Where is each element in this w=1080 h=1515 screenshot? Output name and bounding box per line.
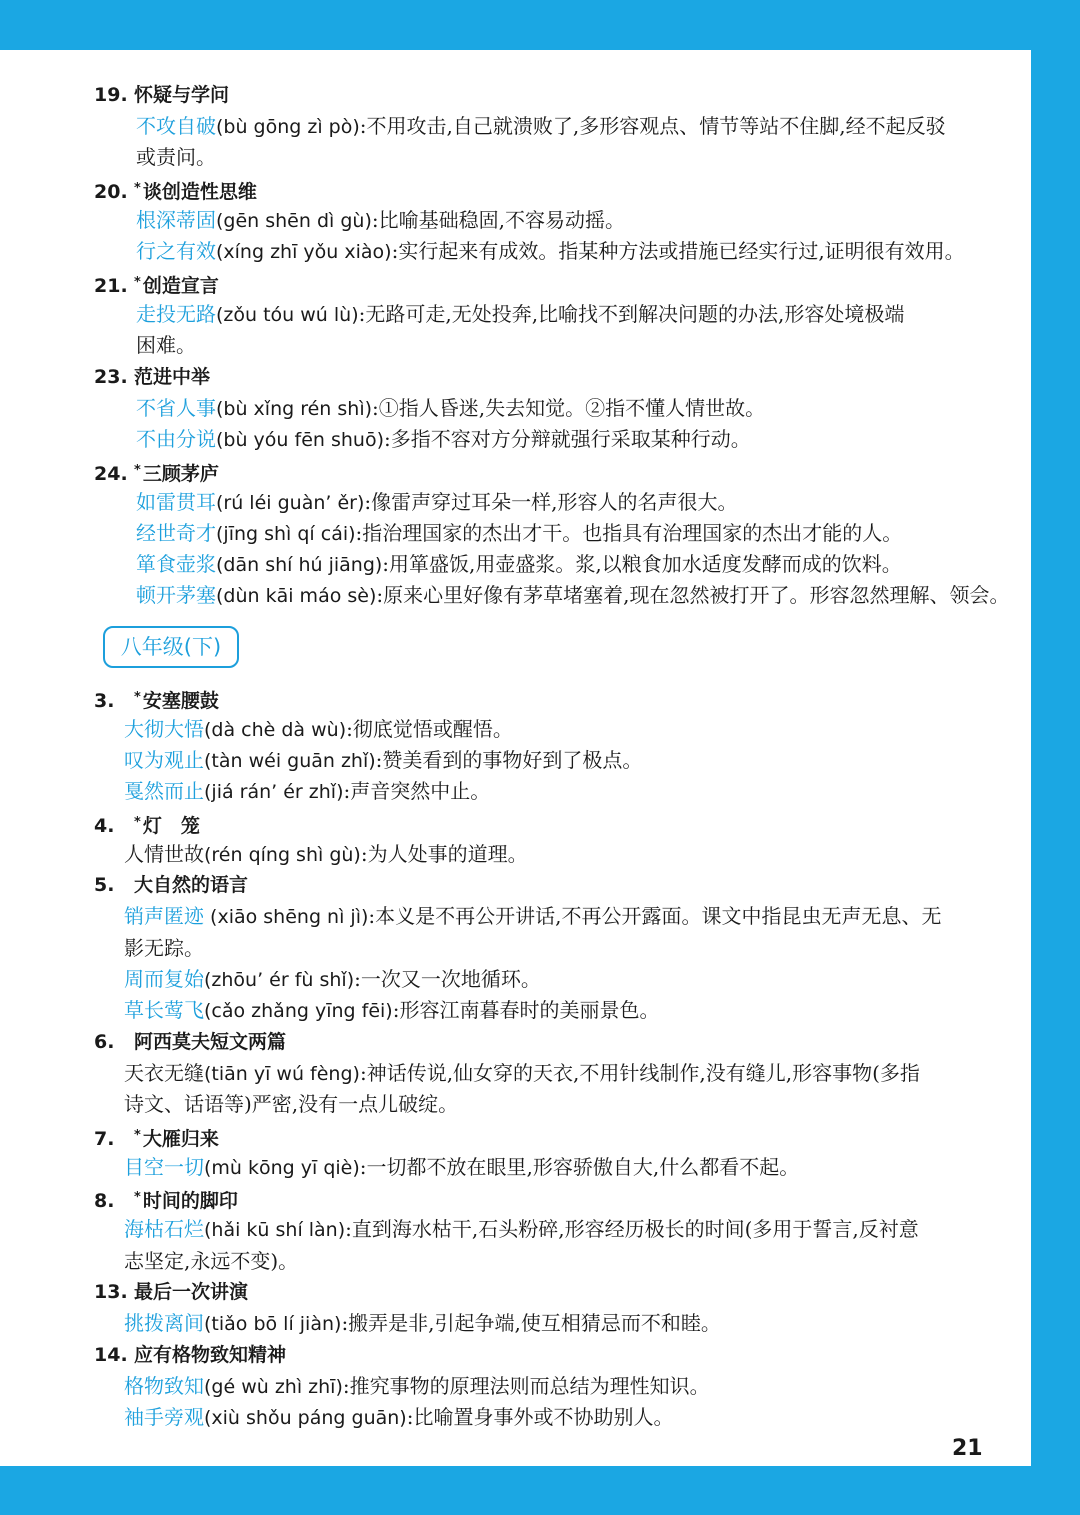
idiom-entry: [136, 519, 902, 548]
idiom-term: 人情世故: [124, 842, 204, 866]
idiom-entry: [124, 1309, 721, 1338]
idiom-definition: 困难。: [136, 333, 196, 357]
idiom-term: 挑拨离间: [124, 1311, 204, 1335]
idiom-pinyin: (gēn shēn dì gù): [216, 210, 372, 232]
section-name: 最后一次讲演: [134, 1281, 249, 1303]
section-number: 6.: [94, 1031, 115, 1053]
section-title: [94, 1028, 286, 1056]
idiom-pinyin: (dùn kāi máo sè): [216, 585, 377, 607]
idiom-term: 不省人事: [136, 396, 216, 420]
section-name: 灯 笼: [142, 815, 200, 837]
idiom-definition: :为人处事的道理。: [360, 842, 528, 866]
section-title: [94, 1341, 286, 1369]
idiom-term: 叹为观止: [124, 748, 204, 772]
section-title: [94, 871, 248, 899]
idiom-entry: [124, 965, 541, 994]
section-name: 安塞腰鼓: [142, 690, 219, 712]
idiom-entry: [124, 902, 942, 931]
definition-continuation: [124, 934, 204, 962]
idiom-definition: :彻底觉悟或醒悟。: [346, 717, 513, 741]
idiom-term: 目空一切: [124, 1155, 204, 1179]
idiom-entry: [136, 112, 946, 141]
idiom-pinyin: (dān shí hú jiāng): [216, 554, 383, 576]
idiom-term: 天衣无缝: [124, 1061, 204, 1085]
idiom-entry: [124, 1403, 673, 1432]
idiom-pinyin: (jīng shì qí cái): [216, 523, 356, 545]
idiom-definition: :声音突然中止。: [343, 779, 491, 803]
idiom-term: 如雷贯耳: [136, 490, 216, 514]
section-name: 谈创造性思维: [142, 181, 257, 203]
idiom-entry: [136, 425, 751, 454]
idiom-definition: :一切都不放在眼里,形容骄傲自大,什么都看不起。: [359, 1155, 800, 1179]
idiom-entry: [136, 394, 765, 423]
star-marker: *: [134, 181, 141, 196]
section-name: 范进中举: [134, 366, 211, 388]
idiom-pinyin: (hǎi kū shí làn): [204, 1219, 346, 1241]
section-title: [94, 81, 229, 109]
idiom-definition: :一次又一次地循环。: [354, 967, 541, 991]
section-number: 3.: [94, 690, 115, 712]
star-marker: *: [134, 463, 141, 478]
idiom-definition: :用箪盛饭,用壶盛浆。浆,以粮食加水适度发酵而成的饮料。: [382, 552, 902, 576]
idiom-definition: :不用攻击,自己就溃败了,多形容观点、情节等站不住脚,经不起反驳: [359, 114, 946, 138]
section-title: [94, 269, 219, 300]
section-title: [94, 363, 210, 391]
idiom-pinyin: (xíng zhī yǒu xiào): [216, 241, 392, 263]
idiom-definition: :搬弄是非,引起争端,使互相猜忌而不和睦。: [341, 1311, 721, 1335]
idiom-term: 箪食壶浆: [136, 552, 216, 576]
section-number: 8.: [94, 1190, 115, 1212]
idiom-pinyin: (xiāo shēng nì jì): [204, 906, 369, 928]
idiom-pinyin: (zhōu’ ér fù shǐ): [204, 969, 355, 991]
section-name: 三顾茅庐: [142, 463, 219, 485]
idiom-definition: 影无踪。: [124, 936, 204, 960]
idiom-definition: 志坚定,永远不变)。: [124, 1249, 299, 1273]
idiom-entry: [136, 300, 904, 329]
idiom-pinyin: (rén qíng shì gù): [204, 844, 361, 866]
idiom-term: 经世奇才: [136, 521, 216, 545]
definition-continuation: [124, 1090, 458, 1118]
idiom-term: 顿开茅塞: [136, 583, 216, 607]
idiom-definition: :本义是不再公开讲话,不再公开露面。课文中指昆虫无声无息、无: [368, 904, 942, 928]
idiom-definition: :推究事物的原理法则而总结为理性知识。: [342, 1374, 710, 1398]
section-number: 23.: [94, 366, 128, 388]
idiom-entry: [124, 1215, 919, 1244]
idiom-entry: [124, 996, 659, 1025]
idiom-definition: :比喻置身事外或不协助别人。: [406, 1405, 674, 1429]
idiom-definition: :赞美看到的事物好到了极点。: [375, 748, 643, 772]
idiom-entry: [124, 1153, 799, 1182]
idiom-pinyin: (xiù shǒu páng guān): [204, 1407, 407, 1429]
section-name: 怀疑与学问: [134, 84, 230, 106]
section-number: 14.: [94, 1344, 128, 1366]
definition-continuation: [136, 331, 196, 359]
page-sheet: [0, 50, 1031, 1466]
section-number: 24.: [94, 463, 128, 485]
star-marker: *: [134, 690, 141, 705]
idiom-entry: [136, 581, 1010, 610]
idiom-pinyin: (bù yóu fēn shuō): [216, 429, 384, 451]
idiom-entry: [124, 840, 528, 869]
idiom-term: 行之有效: [136, 239, 216, 263]
section-number: 20.: [94, 181, 128, 203]
idiom-entry: [124, 1059, 920, 1088]
section-number: 21.: [94, 275, 128, 297]
idiom-definition: :实行起来有成效。指某种方法或措施已经实行过,证明很有效用。: [391, 239, 965, 263]
section-title: [94, 175, 257, 206]
idiom-term: 走投无路: [136, 302, 216, 326]
idiom-term: 袖手旁观: [124, 1405, 204, 1429]
star-marker: *: [134, 275, 141, 290]
idiom-pinyin: (zǒu tóu wú lù): [216, 304, 359, 326]
section-title: [94, 1278, 248, 1306]
definition-continuation: [136, 143, 216, 171]
star-marker: *: [134, 1190, 141, 1205]
idiom-definition: :神话传说,仙女穿的天衣,不用针线制作,没有缝儿,形容事物(多指: [359, 1061, 920, 1085]
idiom-definition: 诗文、话语等)严密,没有一点儿破绽。: [124, 1092, 459, 1116]
grade-section-label: 八年级(下): [103, 626, 239, 668]
idiom-entry: [136, 488, 737, 517]
page-number: 21: [952, 1436, 983, 1461]
section-number: 4.: [94, 815, 115, 837]
idiom-definition: :无路可走,无处投奔,比喻找不到解决问题的办法,形容处境极端: [358, 302, 905, 326]
section-number: 19.: [94, 84, 128, 106]
idiom-entry: [124, 1372, 710, 1401]
idiom-definition: :直到海水枯干,石头粉碎,形容经历极长的时间(多用于誓言,反衬意: [345, 1217, 919, 1241]
section-name: 时间的脚印: [142, 1190, 238, 1212]
idiom-definition: :比喻基础稳固,不容易动摇。: [371, 208, 625, 232]
idiom-entry: [124, 777, 490, 806]
section-title: [94, 809, 200, 840]
definition-continuation: [124, 1247, 298, 1275]
idiom-pinyin: (dà chè dà wù): [204, 719, 347, 741]
idiom-term: 草长莺飞: [124, 998, 204, 1022]
idiom-definition: :①指人昏迷,失去知觉。②指不懂人情世故。: [372, 396, 766, 420]
idiom-term: 大彻大悟: [124, 717, 204, 741]
section-name: 应有格物致知精神: [134, 1344, 287, 1366]
idiom-term: 格物致知: [124, 1374, 204, 1398]
idiom-pinyin: (tàn wéi guān zhǐ): [204, 750, 376, 772]
idiom-pinyin: (rú léi guàn’ ěr): [216, 492, 365, 514]
section-name: 大雁归来: [142, 1128, 219, 1150]
idiom-entry: [124, 715, 513, 744]
section-title: [94, 684, 219, 715]
section-number: 5.: [94, 874, 115, 896]
section-number: 13.: [94, 1281, 128, 1303]
idiom-pinyin: (mù kōng yī qiè): [204, 1157, 360, 1179]
idiom-term: 销声匿迹: [124, 904, 204, 928]
star-marker: *: [134, 1128, 141, 1143]
idiom-pinyin: (jiá rán’ ér zhǐ): [204, 781, 344, 803]
idiom-pinyin: (bù xǐng rén shì): [216, 398, 373, 420]
idiom-entry: [136, 237, 965, 266]
idiom-term: 周而复始: [124, 967, 204, 991]
idiom-definition: :多指不容对方分辩就强行采取某种行动。: [384, 427, 751, 451]
idiom-pinyin: (tiān yī wú fèng): [204, 1063, 360, 1085]
idiom-term: 海枯石烂: [124, 1217, 204, 1241]
section-title: [94, 1122, 219, 1153]
idiom-entry: [136, 206, 625, 235]
idiom-entry: [136, 550, 902, 579]
idiom-term: 不由分说: [136, 427, 216, 451]
section-name: 阿西莫夫短文两篇: [134, 1031, 287, 1053]
idiom-term: 戛然而止: [124, 779, 204, 803]
idiom-pinyin: (tiǎo bō lí jiàn): [204, 1313, 342, 1335]
idiom-definition: :指治理国家的杰出才干。也指具有治理国家的杰出才能的人。: [355, 521, 903, 545]
idiom-pinyin: (bù gōng zì pò): [216, 116, 360, 138]
idiom-term: 不攻自破: [136, 114, 216, 138]
section-number: 7.: [94, 1128, 115, 1150]
idiom-term: 根深蒂固: [136, 208, 216, 232]
idiom-definition: :形容江南暮春时的美丽景色。: [392, 998, 660, 1022]
idiom-entry: [124, 746, 642, 775]
section-title: [94, 1184, 238, 1215]
section-name: 创造宣言: [142, 275, 219, 297]
star-marker: *: [134, 815, 141, 830]
idiom-definition: 或责问。: [136, 145, 216, 169]
idiom-pinyin: (cǎo zhǎng yīng fēi): [204, 1000, 393, 1022]
section-name: 大自然的语言: [134, 874, 249, 896]
idiom-definition: :原来心里好像有茅草堵塞着,现在忽然被打开了。形容忽然理解、领会。: [376, 583, 1010, 607]
idiom-definition: :像雷声穿过耳朵一样,形容人的名声很大。: [364, 490, 738, 514]
idiom-pinyin: (gé wù zhì zhī): [204, 1376, 343, 1398]
section-title: [94, 457, 219, 488]
